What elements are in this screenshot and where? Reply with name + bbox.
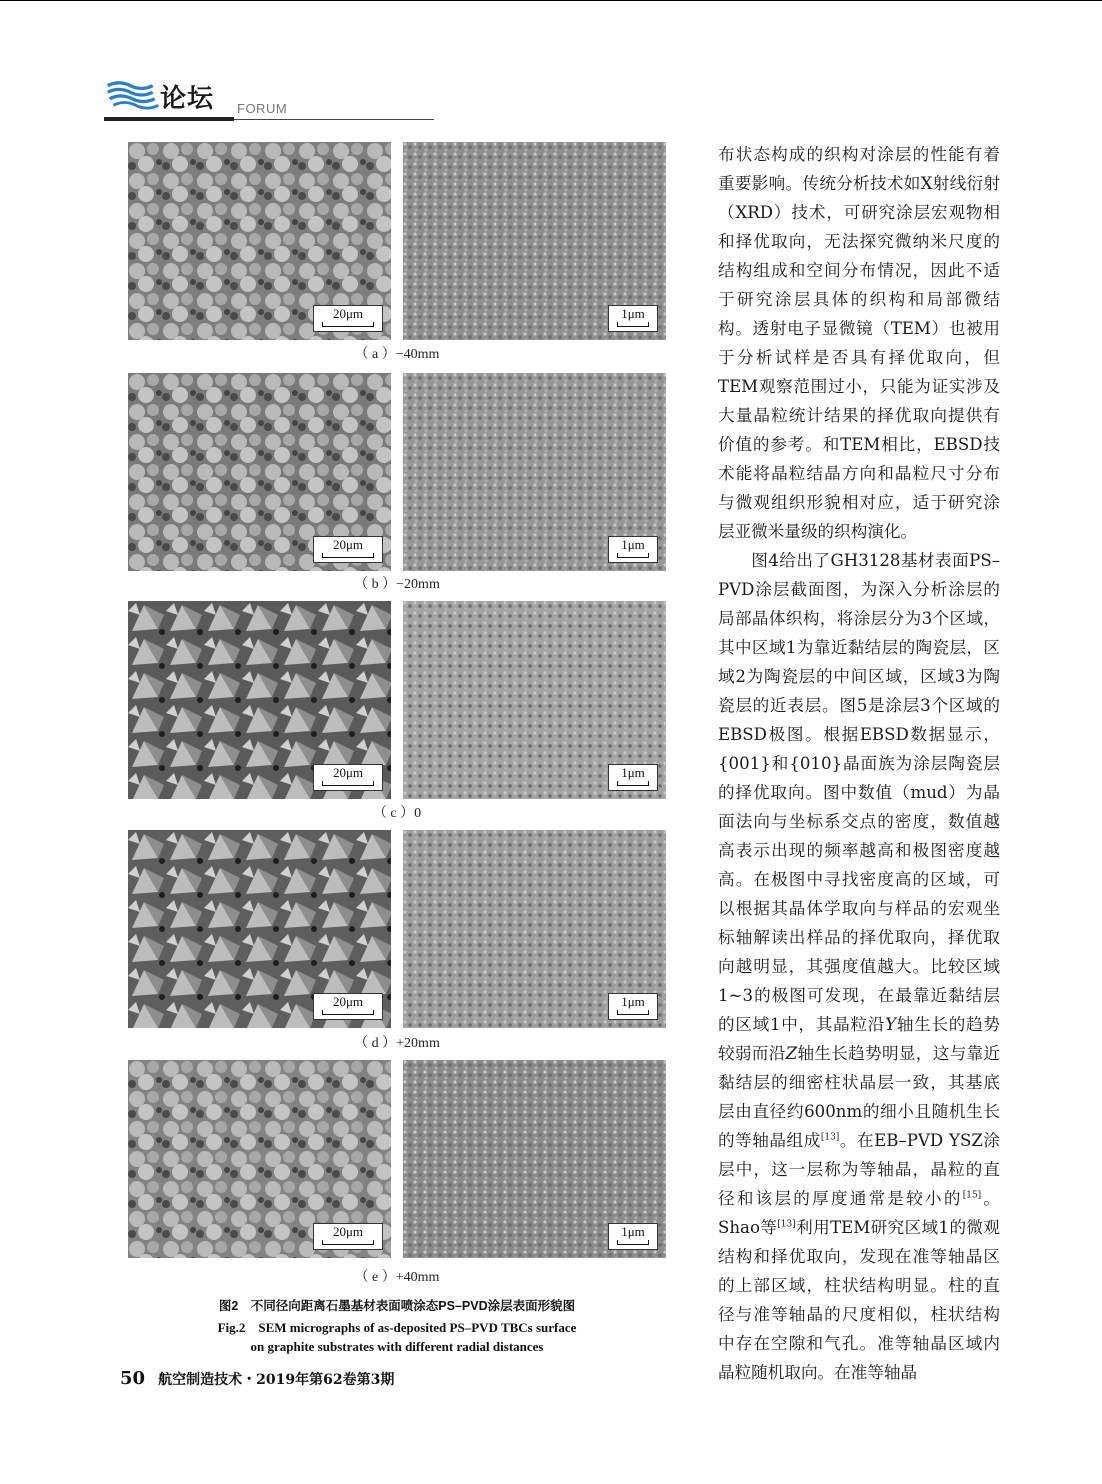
page-header xyxy=(104,80,304,122)
section-title: 论坛 xyxy=(160,84,215,114)
citation[interactable]: [13] xyxy=(820,1132,840,1143)
scale-bar: 20μm xyxy=(313,1223,383,1250)
header-rule-thin xyxy=(234,119,434,120)
sem-micrograph-low-mag xyxy=(128,601,391,799)
scale-bar: 20μm xyxy=(313,305,383,332)
scale-bar: 20μm xyxy=(313,993,383,1020)
section-label: FORUM xyxy=(237,101,288,116)
sem-micrograph-high-mag xyxy=(403,601,666,799)
sem-micrograph-high-mag xyxy=(403,373,666,571)
paragraph: 布状态构成的织构对涂层的性能有着重要影响。传统分析技术如X射线衍射（XRD）技术，可研究涂层宏观物相和择优取向，无法探究微纳米尺度的结构组成和空间分布情况，因此不适于研究涂层具体的织构和局部微结构。透射电子显微镜（TEM）也被用于分析试样是否具有择优取向，但TEM观察范围过小，只能为证实涉及大量晶粒统计结果的择优取向提供有价值的参考。和TEM相比，EBSD技术能将晶粒结晶方向和晶粒尺寸分布与微观组织形貌相对应，适于研究涂层亚微米量级的织构演化。 xyxy=(718,145,1000,541)
citation[interactable]: [15] xyxy=(962,1190,982,1201)
scale-bar: 1μm xyxy=(608,305,658,332)
scale-bar: 1μm xyxy=(608,993,658,1020)
subfigure-caption: （ c ）0 xyxy=(372,806,422,821)
page-number: 50 xyxy=(120,1368,146,1389)
scale-bar: 1μm xyxy=(608,764,658,791)
page-footer xyxy=(120,1368,394,1389)
sem-micrograph-high-mag xyxy=(403,830,666,1028)
citation[interactable]: [13] xyxy=(777,1219,796,1230)
forum-logo-icon xyxy=(104,80,164,110)
body-text-column xyxy=(718,140,1000,1387)
figure-caption-en-2: on graphite substrates with different radial distances xyxy=(250,1339,544,1354)
figure-caption-en: Fig.2 SEM micrographs of as-deposited PS–PVD TBCs surface xyxy=(217,1320,577,1335)
header-rule xyxy=(104,117,234,121)
sem-micrograph-low-mag xyxy=(128,1060,391,1258)
sem-micrograph-high-mag xyxy=(403,1060,666,1258)
subfigure-caption: （ a ）−40mm xyxy=(354,347,440,362)
sem-micrograph-low-mag xyxy=(128,373,391,571)
scale-bar: 20μm xyxy=(313,764,383,791)
paragraph: 图4给出了GH3128基材表面PS–PVD涂层截面图，为深入分析涂层的局部晶体织构，将涂层分为3个区域，其中区域1为靠近黏结层的陶瓷层，区域2为陶瓷层的中间区域，区域3为陶瓷层的近表层。图5是涂层3个区域的EBSD极图。根据EBSD数据显示，{001}和{010}晶面族为涂层陶瓷层的择优取向。图中数值（mud）为晶面法向与坐标系交点的密度，数值越高表示出现的频率越高和极图密度越高。在极图中寻找密度高的区域，可以根据其晶体学取向与样品的宏观坐标轴解读出样品的择优取向，择优取向越明显，其强度值越大。比较区域1~3的极图可发现，在最靠近黏结层的区域1中，其晶粒沿Y轴生长的趋势较弱而沿Z轴生长趋势明显，这与靠近黏结层的细密柱状晶层一致，其基底层由直径约600nm的细小且随机生长的等轴晶组成[13]。在EB–PVD YSZ涂层中，这一层称为等轴晶，晶粒的直径和该层的厚度通常是较小的[15]。Shao等[13]利用TEM研究区域1的微观结构和择优取向，发现在准等轴晶区的上部区域，柱状结构明显。柱的直径与准等轴晶的尺度相似，柱状结构中存在空隙和气孔。准等轴晶区域内晶粒随机取向。在准等轴晶 xyxy=(718,551,1001,1382)
subfigure-caption: （ b ）−20mm xyxy=(354,577,440,592)
journal-info: 航空制造技术・2019年第62卷第3期 xyxy=(158,1372,395,1388)
subfigure-caption: （ d ）+20mm xyxy=(354,1036,440,1051)
sem-micrograph-high-mag xyxy=(403,142,666,340)
sem-micrograph-low-mag xyxy=(128,830,391,1028)
page-top-rule xyxy=(0,0,1102,1)
scale-bar: 20μm xyxy=(313,536,383,563)
scale-bar: 1μm xyxy=(608,1223,658,1250)
scale-bar: 1μm xyxy=(608,536,658,563)
figure-caption-cn: 图2 不同径向距离石墨基材表面喷涂态PS–PVD涂层表面形貌图 xyxy=(218,1299,576,1313)
sem-micrograph-low-mag xyxy=(128,142,391,340)
subfigure-caption: （ e ）+40mm xyxy=(354,1270,440,1285)
